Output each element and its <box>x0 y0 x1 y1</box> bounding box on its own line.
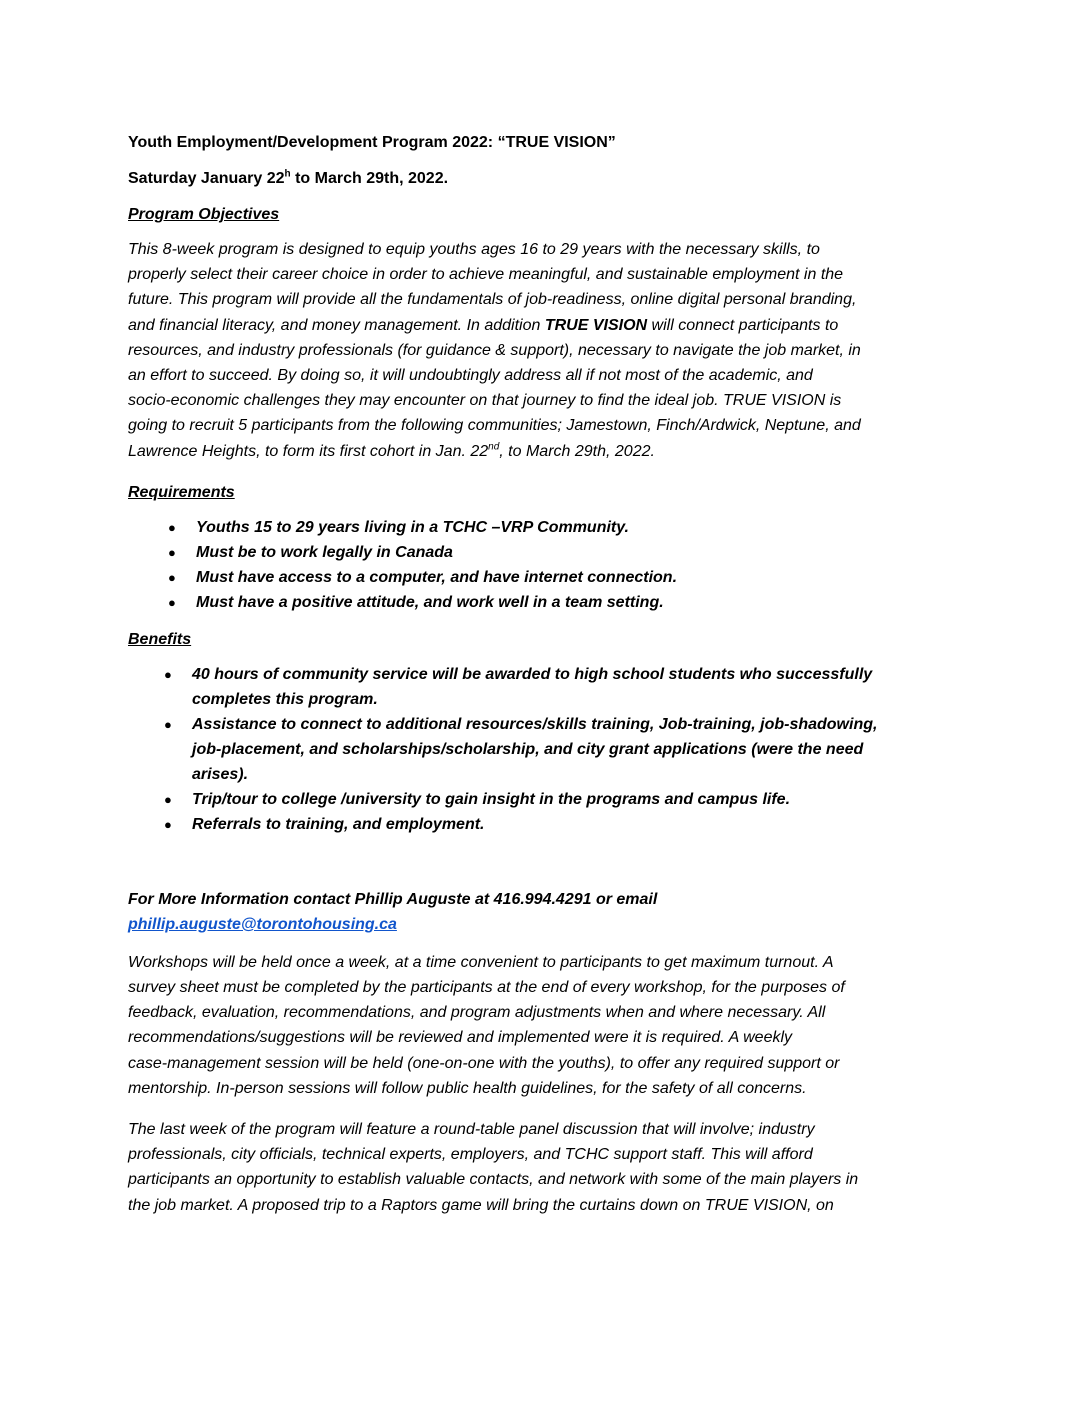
bullet-icon: ● <box>168 569 176 585</box>
objectives-line4-end: will connect participants to <box>647 316 839 334</box>
dates-superscript: h <box>284 168 291 180</box>
requirement-text: Must be to work legally in Canada <box>196 543 453 561</box>
benefit-item <box>128 812 960 837</box>
requirement-item <box>128 590 960 615</box>
objectives-superscript: nd <box>488 441 500 453</box>
objectives-line <box>128 313 960 338</box>
benefit-item <box>128 712 960 787</box>
bullet-icon: ● <box>164 716 172 732</box>
requirement-text: Must have a positive attitude, and work well in a team setting. <box>196 593 664 611</box>
benefits-heading: Benefits <box>128 630 192 648</box>
requirement-text: Must have access to a computer, and have internet connection. <box>196 568 678 586</box>
benefit-text: 40 hours of community service will be awarded to high school students who successfully <box>192 665 873 683</box>
objectives-line: an effort to succeed. By doing so, it will undoubtingly address all if not most of the academic, and <box>128 367 813 385</box>
objectives-line: going to recruit 5 participants from the following communities; Jamestown, Finch/Ardwick, Neptune, and <box>128 417 861 435</box>
benefit-item <box>128 662 960 712</box>
requirement-text: Youths 15 to 29 years living in a TCHC –VRP Community. <box>196 518 629 536</box>
objectives-line: resources, and industry professionals (for guidance & support), necessary to navigate the job market, in <box>128 341 861 359</box>
workshops-line: mentorship. In-person sessions will follow public health guidelines, for the safety of all concerns. <box>128 1079 807 1097</box>
bullet-icon: ● <box>164 791 172 807</box>
workshops-line: feedback, evaluation, recommendations, and program adjustments when and where necessary. All <box>128 1004 826 1022</box>
workshops-line: survey sheet must be completed by the participants at the end of every workshop, for the purposes of <box>128 979 845 997</box>
bullet-icon: ● <box>168 519 176 535</box>
objectives-last-end: , to March 29th, 2022. <box>499 442 655 460</box>
document-title: Youth Employment/Development Program 2022: “TRUE VISION” <box>128 134 616 151</box>
requirement-item <box>128 540 960 565</box>
benefit-item <box>128 787 960 812</box>
dates-start: Saturday January 22 <box>128 170 285 187</box>
benefit-text: completes this program. <box>192 690 378 708</box>
benefit-text: Trip/tour to college /university to gain insight in the programs and campus life. <box>192 790 791 808</box>
last-week-line: The last week of the program will feature a round-table panel discussion that will involve; industry <box>128 1121 815 1139</box>
bullet-icon: ● <box>168 544 176 560</box>
program-dates <box>128 166 960 191</box>
requirement-item <box>128 515 960 540</box>
requirement-item <box>128 565 960 590</box>
benefit-text: job-placement, and scholarships/scholarship, and city grant applications (were the need <box>192 740 864 758</box>
last-week-line: participants an opportunity to establish valuable contacts, and network with some of the main players in <box>128 1171 859 1189</box>
workshops-paragraph <box>128 950 960 1101</box>
last-week-paragraph <box>128 1117 960 1218</box>
objectives-last-start: Lawrence Heights, to form its first cohort in Jan. 22 <box>128 442 489 460</box>
objectives-line: socio-economic challenges they may encounter on that journey to find the ideal job. TRUE VISION is <box>128 392 842 410</box>
bullet-icon: ● <box>164 816 172 832</box>
true-vision-bold: TRUE VISION <box>544 316 648 334</box>
objectives-line <box>128 439 960 464</box>
bullet-icon: ● <box>168 594 176 610</box>
workshops-line: recommendations/suggestions will be reviewed and implemented were it is required. A weekly <box>128 1029 793 1047</box>
objectives-line: future. This program will provide all the fundamentals of job-readiness, online digital personal branding, <box>128 291 857 309</box>
objectives-line: This 8-week program is designed to equip youths ages 16 to 29 years with the necessary skills, to <box>128 241 820 258</box>
dates-end: to March 29th, 2022. <box>290 170 449 187</box>
objectives-line4-start: and financial literacy, and money management. In addition <box>128 316 545 334</box>
objectives-line: properly select their career choice in order to achieve meaningful, and sustainable employment in the <box>128 266 844 284</box>
contact-line: For More Information contact Phillip Auguste at 416.994.4291 or email <box>128 890 658 908</box>
workshops-line: case-management session will be held (one-on-one with the youths), to offer any required support or <box>128 1054 840 1072</box>
workshops-line: Workshops will be held once a week, at a time convenient to participants to get maximum turnout. A <box>128 953 834 971</box>
last-week-line: professionals, city officials, technical experts, employers, and TCHC support staff. This will afford <box>128 1146 813 1164</box>
benefit-text: arises). <box>192 765 249 783</box>
requirements-list <box>128 515 960 615</box>
benefit-text: Referrals to training, and employment. <box>192 815 485 833</box>
email-link[interactable]: phillip.auguste@torontohousing.ca <box>128 915 397 933</box>
benefit-text: Assistance to connect to additional resources/skills training, Job-training, job-shadowing, <box>192 715 878 733</box>
objectives-heading: Program Objectives <box>128 206 280 223</box>
requirements-heading: Requirements <box>128 483 235 501</box>
last-week-line: the job market. A proposed trip to a Raptors game will bring the curtains down on TRUE VISION, on <box>128 1196 834 1214</box>
benefits-list <box>128 662 960 837</box>
objectives-paragraph <box>128 237 960 464</box>
bullet-icon: ● <box>164 666 172 682</box>
